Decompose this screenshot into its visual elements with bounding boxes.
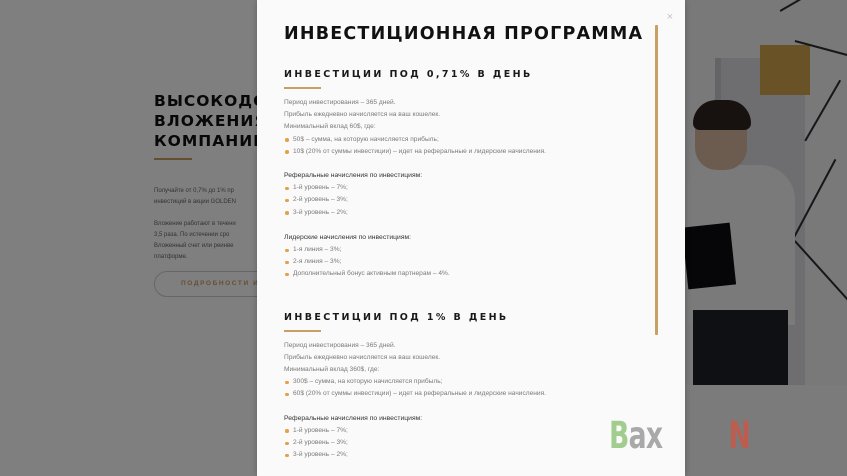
list-item: 10$ (20% от суммы инвестиции) – идет на реферальные и лидерские начисления. [284, 146, 644, 158]
referral-list [284, 425, 644, 462]
bullet-dot-icon [285, 199, 289, 203]
bullet-dot-icon [285, 381, 289, 385]
list-item: 3-й уровень – 2%; [284, 207, 644, 219]
list-item: 60$ (20% от суммы инвестиции) – идет на реферальные и лидерские начисления. [284, 388, 644, 400]
list-item: 2-й уровень – 3%; [284, 194, 644, 206]
watermark-letters: ax [628, 414, 663, 457]
plan-line: Минимальный вклад 60$, где: [284, 123, 376, 131]
plan-line: Прибыль ежедневно начисляется на ваш кошелек. [284, 353, 441, 361]
bullet-dot-icon [285, 261, 289, 265]
list-item: 3-й уровень – 2%; [284, 449, 644, 461]
modal-scrollbar[interactable] [655, 25, 658, 335]
plan-line: Период инвестирования – 365 дней. [284, 341, 396, 349]
leader-list [284, 244, 644, 281]
close-icon[interactable]: × [666, 11, 674, 23]
deposit-breakdown-list [284, 376, 644, 400]
investment-program-modal [257, 0, 685, 476]
plan-line: Период инвестирования – 365 дней. [284, 99, 396, 106]
bullet-dot-icon [285, 429, 289, 433]
bullet-dot-icon [285, 150, 289, 154]
leader-group [284, 232, 644, 281]
list-item: 1-й уровень – 7%; [284, 425, 644, 437]
bullet-dot-icon [285, 454, 289, 458]
list-item: 1-й уровень – 7%; [284, 182, 644, 194]
list-item: 2-й уровень – 3%; [284, 437, 644, 449]
group-heading: Реферальные начисления по инвестициям: [284, 414, 423, 422]
list-item: 1-я линия – 3%; [284, 244, 644, 256]
referral-list [284, 182, 644, 219]
bullet-dot-icon [285, 211, 289, 215]
watermark-logo [609, 416, 750, 456]
bullet-dot-icon [285, 187, 289, 191]
group-heading: Реферальные начисления по инвестициям: [284, 172, 423, 180]
list-item: 300$ – сумма, на которую начисляется прибыль; [284, 376, 644, 388]
group-heading: Лидерские начисления по инвестициям: [284, 233, 412, 241]
bullet-dot-icon [285, 273, 289, 277]
list-item: 50$ – сумма, на которую начисляется прибыль; [284, 134, 644, 146]
watermark-letter: B [609, 414, 629, 457]
list-item: 2-я линия – 3%; [284, 256, 644, 268]
modal-title: ИНВЕСТИЦИОННАЯ ПРОГРАММА [284, 24, 644, 44]
referral-group [284, 413, 644, 462]
section-accent-rule [284, 330, 321, 332]
bullet-dot-icon [285, 393, 289, 397]
plan-line: Прибыль ежедневно начисляется на ваш кошелек. [284, 111, 441, 119]
bullet-dot-icon [285, 138, 289, 142]
bullet-dot-icon [285, 249, 289, 253]
plan-section-071 [284, 68, 644, 281]
list-item: Дополнительный бонус активным партнерам – 4%. [284, 268, 644, 280]
referral-group [284, 170, 644, 219]
deposit-breakdown-list [284, 134, 644, 158]
plan-section-1 [284, 311, 644, 462]
bullet-dot-icon [285, 442, 289, 446]
section-title: ИНВЕСТИЦИИ ПОД 1% В ДЕНЬ [284, 311, 509, 323]
section-title: ИНВЕСТИЦИИ ПОД 0,71% В ДЕНЬ [284, 69, 533, 80]
watermark-letter: N [728, 414, 751, 457]
modal-content [284, 22, 644, 461]
plan-line: Минимальный вклад 360$, где: [284, 366, 380, 374]
section-accent-rule [284, 87, 321, 89]
